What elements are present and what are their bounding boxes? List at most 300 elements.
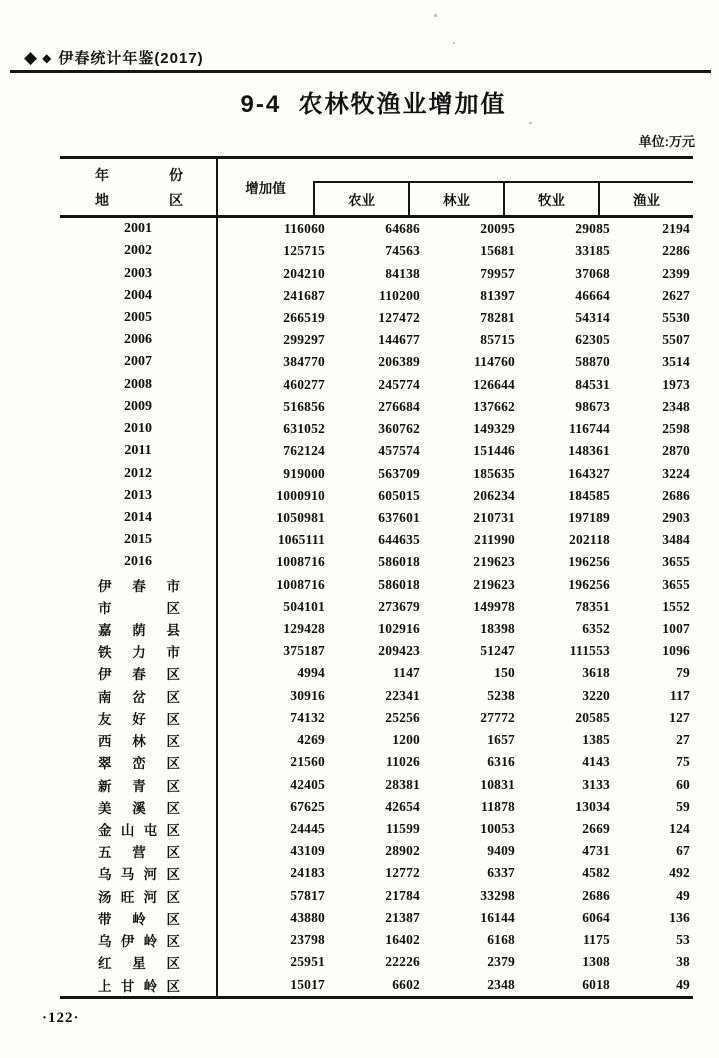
cell-agriculture: 11026: [385, 754, 420, 770]
region-label: [98, 663, 180, 683]
cell-added-value: 204210: [283, 265, 325, 281]
region-char: 南: [98, 689, 112, 705]
region-char: 区: [166, 734, 180, 750]
cell-agriculture: 102916: [378, 621, 420, 637]
cell-added-value: 4269: [297, 732, 325, 748]
cell-husbandry: 1308: [582, 954, 610, 970]
table-row: [60, 507, 693, 529]
unit-label: 单位:万元: [638, 134, 695, 149]
table-row: [60, 307, 693, 329]
region-char: 铁: [98, 645, 112, 661]
cell-husbandry: 6352: [582, 621, 610, 637]
region-char: 市: [98, 600, 112, 616]
region-char: 荫: [132, 623, 146, 639]
cell-agriculture: 144677: [378, 332, 420, 348]
cell-fishery: 49: [676, 887, 690, 903]
region-char: 岭: [143, 934, 158, 950]
cell-forestry: 6168: [487, 932, 515, 948]
cell-added-value: 384770: [283, 354, 325, 370]
cell-forestry: 219623: [473, 576, 515, 592]
cell-agriculture: 21387: [385, 909, 420, 925]
cell-agriculture: 28902: [385, 843, 420, 859]
cell-agriculture: 644635: [378, 532, 420, 548]
region-char: 红: [98, 956, 112, 972]
table-row: [60, 818, 693, 840]
masthead-divider: [10, 70, 711, 73]
row-label-cell: [60, 262, 218, 284]
cell-added-value: 15017: [290, 976, 325, 992]
scan-speck: [529, 122, 532, 124]
cell-fishery: 38: [676, 954, 690, 970]
cell-husbandry: 20585: [575, 709, 610, 725]
cell-husbandry: 3618: [582, 665, 610, 681]
row-label-cell: [60, 662, 218, 684]
cell-forestry: 27772: [480, 709, 515, 725]
row-label-cell: [60, 396, 218, 418]
year-label: 2008: [124, 376, 152, 392]
cell-added-value: 43109: [290, 843, 325, 859]
cell-forestry: 114760: [474, 354, 515, 370]
cell-husbandry: 1385: [582, 732, 610, 748]
table-row: [60, 751, 693, 773]
row-label-cell: [60, 351, 218, 373]
table-row: [60, 418, 693, 440]
region-char: 美: [98, 800, 112, 816]
row-label-cell: [60, 618, 218, 640]
cell-forestry: 11878: [480, 798, 515, 814]
cell-agriculture: 74563: [385, 243, 420, 259]
region-label: [98, 841, 180, 861]
statistics-table: [60, 156, 693, 999]
cell-forestry: 206234: [473, 487, 515, 503]
year-label: 2016: [124, 554, 152, 570]
table-row: [60, 773, 693, 795]
cell-agriculture: 127472: [378, 309, 420, 325]
table-row: [60, 707, 693, 729]
row-label-cell: [60, 973, 218, 995]
region-char: 岭: [132, 911, 146, 927]
cell-added-value: 74132: [290, 709, 325, 725]
cell-husbandry: 4143: [582, 754, 610, 770]
table-row: [60, 218, 693, 240]
cell-added-value: 762124: [283, 443, 325, 459]
cell-husbandry: 62305: [575, 332, 610, 348]
cell-added-value: 266519: [283, 309, 325, 325]
region-char: 旺: [120, 889, 135, 905]
region-label: [98, 797, 180, 817]
row-label-cell: [60, 218, 218, 240]
cell-agriculture: 273679: [378, 598, 420, 614]
region-char: 区: [166, 911, 180, 927]
cell-husbandry: 29085: [575, 221, 610, 237]
cell-agriculture: 209423: [378, 643, 420, 659]
cell-forestry: 6337: [487, 865, 515, 881]
region-char: 伊: [98, 578, 112, 594]
header-year-label: [95, 165, 183, 185]
region-char: 岭: [143, 978, 158, 994]
region-char: 力: [132, 645, 146, 661]
cell-husbandry: 184585: [568, 487, 610, 503]
table-row: [60, 618, 693, 640]
cell-forestry: 150: [494, 665, 515, 681]
year-label: 2015: [124, 532, 152, 548]
cell-added-value: 42405: [290, 776, 325, 792]
row-label-cell: [60, 951, 218, 973]
table-row: [60, 440, 693, 462]
cell-fishery: 2598: [662, 421, 690, 437]
row-label-cell: [60, 751, 218, 773]
region-label: [98, 886, 180, 906]
region-label: [98, 975, 180, 995]
cell-husbandry: 196256: [568, 576, 610, 592]
cell-forestry: 79957: [480, 265, 515, 281]
region-label: [98, 952, 180, 972]
cell-husbandry: 33185: [575, 243, 610, 259]
region-char: 友: [98, 711, 112, 727]
cell-forestry: 151446: [473, 443, 515, 459]
year-label: 2004: [124, 287, 152, 303]
cell-husbandry: 197189: [568, 509, 610, 525]
header-forestry: 林业: [408, 183, 503, 215]
cell-agriculture: 457574: [378, 443, 420, 459]
region-label: [98, 752, 180, 772]
cell-forestry: 10053: [480, 821, 515, 837]
region-char: 区: [166, 956, 180, 972]
cell-husbandry: 3220: [582, 687, 610, 703]
header-husbandry: 牧业: [503, 183, 598, 215]
row-label-cell: [60, 729, 218, 751]
cell-agriculture: 12772: [385, 865, 420, 881]
region-label: [98, 775, 180, 795]
cell-fishery: 67: [676, 843, 690, 859]
cell-forestry: 51247: [480, 643, 515, 659]
region-char: 西: [98, 734, 112, 750]
cell-forestry: 6316: [487, 754, 515, 770]
table-row: [60, 596, 693, 618]
cell-forestry: 2379: [487, 954, 515, 970]
region-char: 区: [166, 823, 180, 839]
header-sub-columns: [313, 181, 693, 215]
table-row: [60, 396, 693, 418]
region-char: 区: [166, 689, 180, 705]
table-row: [60, 374, 693, 396]
row-label-cell: [60, 885, 218, 907]
region-char: 青: [132, 778, 146, 794]
cell-fishery: 5507: [662, 332, 690, 348]
cell-added-value: 129428: [283, 621, 325, 637]
table-row: [60, 840, 693, 862]
table-row: [60, 329, 693, 351]
cell-forestry: 219623: [473, 554, 515, 570]
table-row: [60, 862, 693, 884]
region-char: 区: [166, 845, 180, 861]
region-label: [98, 708, 180, 728]
table-row: [60, 907, 693, 929]
region-char: 汤: [98, 889, 112, 905]
cell-husbandry: 37068: [575, 265, 610, 281]
cell-agriculture: 586018: [378, 554, 420, 570]
cell-added-value: 23798: [290, 932, 325, 948]
cell-agriculture: 245774: [378, 376, 420, 392]
cell-forestry: 16144: [480, 909, 515, 925]
header-region-label: [95, 190, 183, 210]
year-label: 2014: [124, 509, 152, 525]
cell-fishery: 75: [676, 754, 690, 770]
region-char: 市: [166, 645, 180, 661]
cell-agriculture: 206389: [378, 354, 420, 370]
cell-fishery: 3514: [662, 354, 690, 370]
cell-husbandry: 54314: [575, 309, 610, 325]
region-label: [98, 575, 180, 595]
cell-forestry: 15681: [480, 243, 515, 259]
cell-fishery: 492: [669, 865, 690, 881]
cell-added-value: 504101: [283, 598, 325, 614]
cell-fishery: 53: [676, 932, 690, 948]
row-label-cell: [60, 285, 218, 307]
cell-added-value: 1000910: [276, 487, 325, 503]
region-char: 区: [166, 889, 180, 905]
cell-fishery: 5530: [662, 309, 690, 325]
cell-fishery: 3655: [662, 554, 690, 570]
cell-forestry: 85715: [480, 332, 515, 348]
row-label-cell: [60, 862, 218, 884]
cell-husbandry: 111553: [569, 643, 610, 659]
cell-husbandry: 4582: [582, 865, 610, 881]
cell-added-value: 57817: [290, 887, 325, 903]
table-header: [60, 156, 693, 218]
region-char: 伊: [98, 667, 112, 683]
region-char: 翠: [98, 756, 112, 772]
cell-agriculture: 6602: [392, 976, 420, 992]
region-char: 上: [98, 978, 112, 994]
cell-added-value: 460277: [283, 376, 325, 392]
cell-agriculture: 586018: [378, 576, 420, 592]
table-row: [60, 240, 693, 262]
year-label: 2005: [124, 309, 152, 325]
region-label: [98, 730, 180, 750]
cell-husbandry: 4731: [582, 843, 610, 859]
region-char: 嘉: [98, 623, 112, 639]
cell-forestry: 5238: [487, 687, 515, 703]
year-label: 2010: [124, 421, 152, 437]
region-char: 河: [143, 889, 158, 905]
row-label-cell: [60, 240, 218, 262]
region-char: 区: [166, 934, 180, 950]
row-label-cell: [60, 685, 218, 707]
year-label: 2001: [124, 221, 152, 237]
row-label-cell: [60, 485, 218, 507]
cell-added-value: 21560: [290, 754, 325, 770]
cell-fishery: 1973: [662, 376, 690, 392]
cell-husbandry: 6064: [582, 909, 610, 925]
cell-added-value: 1008716: [276, 554, 325, 570]
row-label-cell: [60, 707, 218, 729]
row-label-cell: [60, 507, 218, 529]
cell-forestry: 185635: [473, 465, 515, 481]
cell-forestry: 78281: [480, 309, 515, 325]
cell-forestry: 81397: [480, 287, 515, 303]
region-char: 区: [166, 600, 180, 616]
cell-husbandry: 46664: [575, 287, 610, 303]
cell-fishery: 1552: [662, 598, 690, 614]
header-char: 年: [95, 166, 109, 183]
cell-forestry: 149978: [473, 598, 515, 614]
cell-husbandry: 2669: [582, 821, 610, 837]
region-char: 春: [132, 578, 146, 594]
page-title: 9-4 农林牧渔业增加值: [240, 91, 507, 118]
cell-agriculture: 25256: [385, 709, 420, 725]
cell-forestry: 211990: [474, 532, 515, 548]
cell-agriculture: 22341: [385, 687, 420, 703]
region-char: 溪: [132, 800, 146, 816]
table-row: [60, 685, 693, 707]
cell-agriculture: 110200: [379, 287, 420, 303]
table-row: [60, 262, 693, 284]
cell-fishery: 124: [669, 821, 690, 837]
region-char: 河: [143, 867, 158, 883]
cell-agriculture: 64686: [385, 221, 420, 237]
cell-agriculture: 16402: [385, 932, 420, 948]
region-char: 乌: [98, 934, 112, 950]
cell-agriculture: 1147: [392, 665, 420, 681]
region-label: [98, 819, 180, 839]
region-char: 山: [120, 823, 135, 839]
cell-added-value: 125715: [283, 243, 325, 259]
table-row: [60, 973, 693, 995]
cell-agriculture: 637601: [378, 509, 420, 525]
header-added-value: 增加值: [245, 181, 286, 196]
cell-husbandry: 58870: [575, 354, 610, 370]
row-label-cell: [60, 840, 218, 862]
region-label: [98, 863, 180, 883]
cell-forestry: 33298: [480, 887, 515, 903]
region-char: 区: [166, 667, 180, 683]
cell-agriculture: 276684: [378, 398, 420, 414]
table-row: [60, 285, 693, 307]
cell-added-value: 516856: [283, 398, 325, 414]
cell-fishery: 127: [669, 709, 690, 725]
cell-husbandry: 98673: [575, 398, 610, 414]
table-row: [60, 574, 693, 596]
cell-fishery: 2903: [662, 509, 690, 525]
header-char: 区: [169, 191, 183, 208]
header-agriculture: 农业: [348, 193, 375, 208]
cell-fishery: 79: [676, 665, 690, 681]
region-char: 区: [166, 978, 180, 994]
cell-agriculture: 11599: [385, 821, 420, 837]
table-row: [60, 462, 693, 484]
cell-forestry: 2348: [487, 976, 515, 992]
cell-fishery: 1007: [662, 621, 690, 637]
cell-added-value: 919000: [283, 465, 325, 481]
cell-agriculture: 84138: [385, 265, 420, 281]
region-char: 乌: [98, 867, 112, 883]
year-label: 2003: [124, 265, 152, 281]
region-char: 市: [166, 578, 180, 594]
region-char: 带: [98, 911, 112, 927]
region-char: 区: [166, 800, 180, 816]
scan-speck: [453, 42, 455, 44]
cell-fishery: 2286: [662, 243, 690, 259]
cell-added-value: 25951: [290, 954, 325, 970]
row-label-cell: [60, 574, 218, 596]
header-fishery: 渔业: [598, 183, 693, 215]
cell-added-value: 24445: [290, 821, 325, 837]
cell-agriculture: 21784: [385, 887, 420, 903]
region-char: 伊: [120, 934, 135, 950]
cell-fishery: 2870: [662, 443, 690, 459]
region-char: 区: [166, 756, 180, 772]
page-number: ·122·: [42, 1010, 80, 1026]
table-row: [60, 885, 693, 907]
cell-added-value: 1065111: [277, 532, 325, 548]
cell-fishery: 2399: [662, 265, 690, 281]
cell-fishery: 2627: [662, 287, 690, 303]
table-row: [60, 929, 693, 951]
region-label: [98, 930, 180, 950]
cell-added-value: 299297: [283, 332, 325, 348]
row-label-cell: [60, 596, 218, 618]
cell-added-value: 241687: [283, 287, 325, 303]
region-char: 区: [166, 778, 180, 794]
cell-added-value: 631052: [283, 421, 325, 437]
region-char: 县: [166, 623, 180, 639]
cell-agriculture: 28381: [385, 776, 420, 792]
row-label-cell: [60, 551, 218, 573]
row-label-cell: [60, 907, 218, 929]
region-label: [98, 908, 180, 928]
year-label: 2002: [124, 243, 152, 259]
region-char: 五: [98, 845, 112, 861]
region-char: 马: [120, 867, 135, 883]
cell-added-value: 116060: [284, 221, 325, 237]
table-row: [60, 729, 693, 751]
cell-husbandry: 202118: [569, 532, 610, 548]
cell-husbandry: 116744: [569, 421, 610, 437]
cell-husbandry: 164327: [568, 465, 610, 481]
year-label: 2006: [124, 332, 152, 348]
cell-forestry: 20095: [480, 221, 515, 237]
region-char: 区: [166, 711, 180, 727]
scan-speck: [434, 14, 437, 17]
cell-husbandry: 148361: [568, 443, 610, 459]
cell-husbandry: 1175: [582, 932, 610, 948]
row-label-cell: [60, 796, 218, 818]
cell-added-value: 4994: [297, 665, 325, 681]
table-row: [60, 529, 693, 551]
region-char: 金: [98, 823, 112, 839]
cell-fishery: 136: [669, 909, 690, 925]
row-label-cell: [60, 462, 218, 484]
region-char: 岔: [132, 689, 146, 705]
row-label-cell: [60, 307, 218, 329]
region-char: 好: [132, 711, 146, 727]
cell-added-value: 1050981: [276, 509, 325, 525]
cell-added-value: 43880: [290, 909, 325, 925]
cell-husbandry: 6018: [582, 976, 610, 992]
cell-added-value: 24183: [290, 865, 325, 881]
region-label: [98, 597, 180, 617]
year-label: 2009: [124, 398, 152, 414]
cell-fishery: 60: [676, 776, 690, 792]
row-label-cell: [60, 329, 218, 351]
header-char: 份: [169, 166, 183, 183]
yearbook-masthead: [24, 47, 204, 68]
yearbook-title: 伊春统计年鉴(2017): [58, 50, 204, 67]
cell-agriculture: 22226: [385, 954, 420, 970]
year-label: 2013: [124, 487, 152, 503]
cell-agriculture: 563709: [378, 465, 420, 481]
